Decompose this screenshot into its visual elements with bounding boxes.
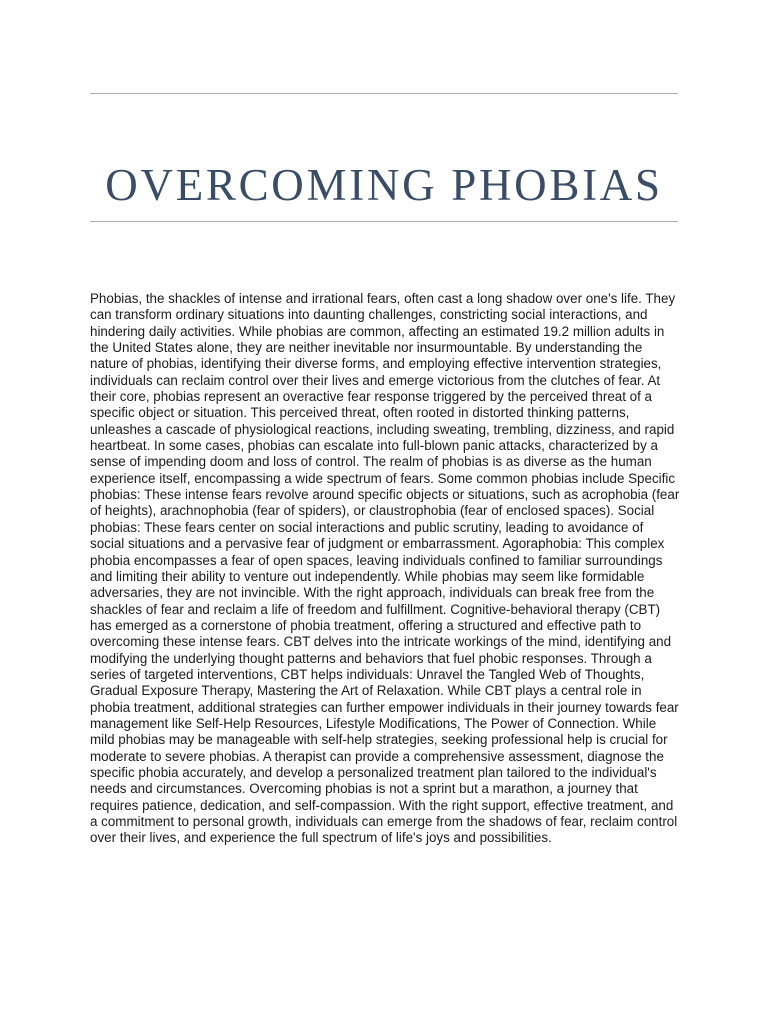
title-divider	[90, 221, 678, 222]
top-divider	[90, 93, 678, 94]
document-title: OVERCOMING PHOBIAS	[105, 160, 663, 210]
body-paragraph: Phobias, the shackles of intense and irrational fears, often cast a long shadow over one's life. They can transform ordinary situations into daunting challenges, constricting social interactions, and hindering daily activities. While phobias are common, affecting an estimated 19.2 million adults in the United States alone, they are neither inevitable nor insurmountable. By understanding the nature of phobias, identifying their diverse forms, and employing effective intervention strategies, individuals can reclaim control over their lives and emerge victorious from the clutches of fear. At their core, phobias represent an overactive fear response triggered by the perceived threat of a specific object or situation. This perceived threat, often rooted in distorted thinking patterns, unleashes a cascade of physiological reactions, including sweating, trembling, dizziness, and rapid heartbeat. In some cases, phobias can escalate into full-blown panic attacks, characterized by a sense of impending doom and loss of control. The realm of phobias is as diverse as the human experience itself, encompassing a wide spectrum of fears. Some common phobias include Specific phobias: These intense fears revolve around specific objects or situations, such as acrophobia (fear of heights), arachnophobia (fear of spiders), or claustrophobia (fear of enclosed spaces). Social phobias: These fears center on social interactions and public scrutiny, leading to avoidance of social situations and a pervasive fear of judgment or embarrassment. Agoraphobia: This complex phobia encompasses a fear of open spaces, leaving individuals confined to familiar surroundings and limiting their ability to venture out independently. While phobias may seem like formidable adversaries, they are not invincible. With the right approach, individuals can break free from the shackles of fear and reclaim a life of freedom and fulfillment. Cognitive-behavioral therapy (CBT) has emerged as a cornerstone of phobia treatment, offering a structured and effective path to overcoming these intense fears. CBT delves into the intricate workings of the mind, identifying and modifying the underlying thought patterns and behaviors that fuel phobic responses. Through a series of targeted interventions, CBT helps individuals: Unravel the Tangled Web of Thoughts, Gradual Exposure Therapy, Mastering the Art of Relaxation. While CBT plays a central role in phobia treatment, additional strategies can further empower individuals in their journey towards fear management like Self-Help Resources, Lifestyle Modifications, The Power of Connection. While mild phobias may be manageable with self-help strategies, seeking professional help is crucial for moderate to severe phobias. A therapist can provide a comprehensive assessment, diagnose the specific phobia accurately, and develop a personalized treatment plan tailored to the individual's needs and circumstances. Overcoming phobias is not a sprint but a marathon, a journey that requires patience, dedication, and self-compassion. With the right support, effective treatment, and a commitment to personal growth, individuals can emerge from the shadows of fear, reclaim control over their lives, and experience the full spectrum of life's joys and possibilities.	[90, 291, 680, 846]
